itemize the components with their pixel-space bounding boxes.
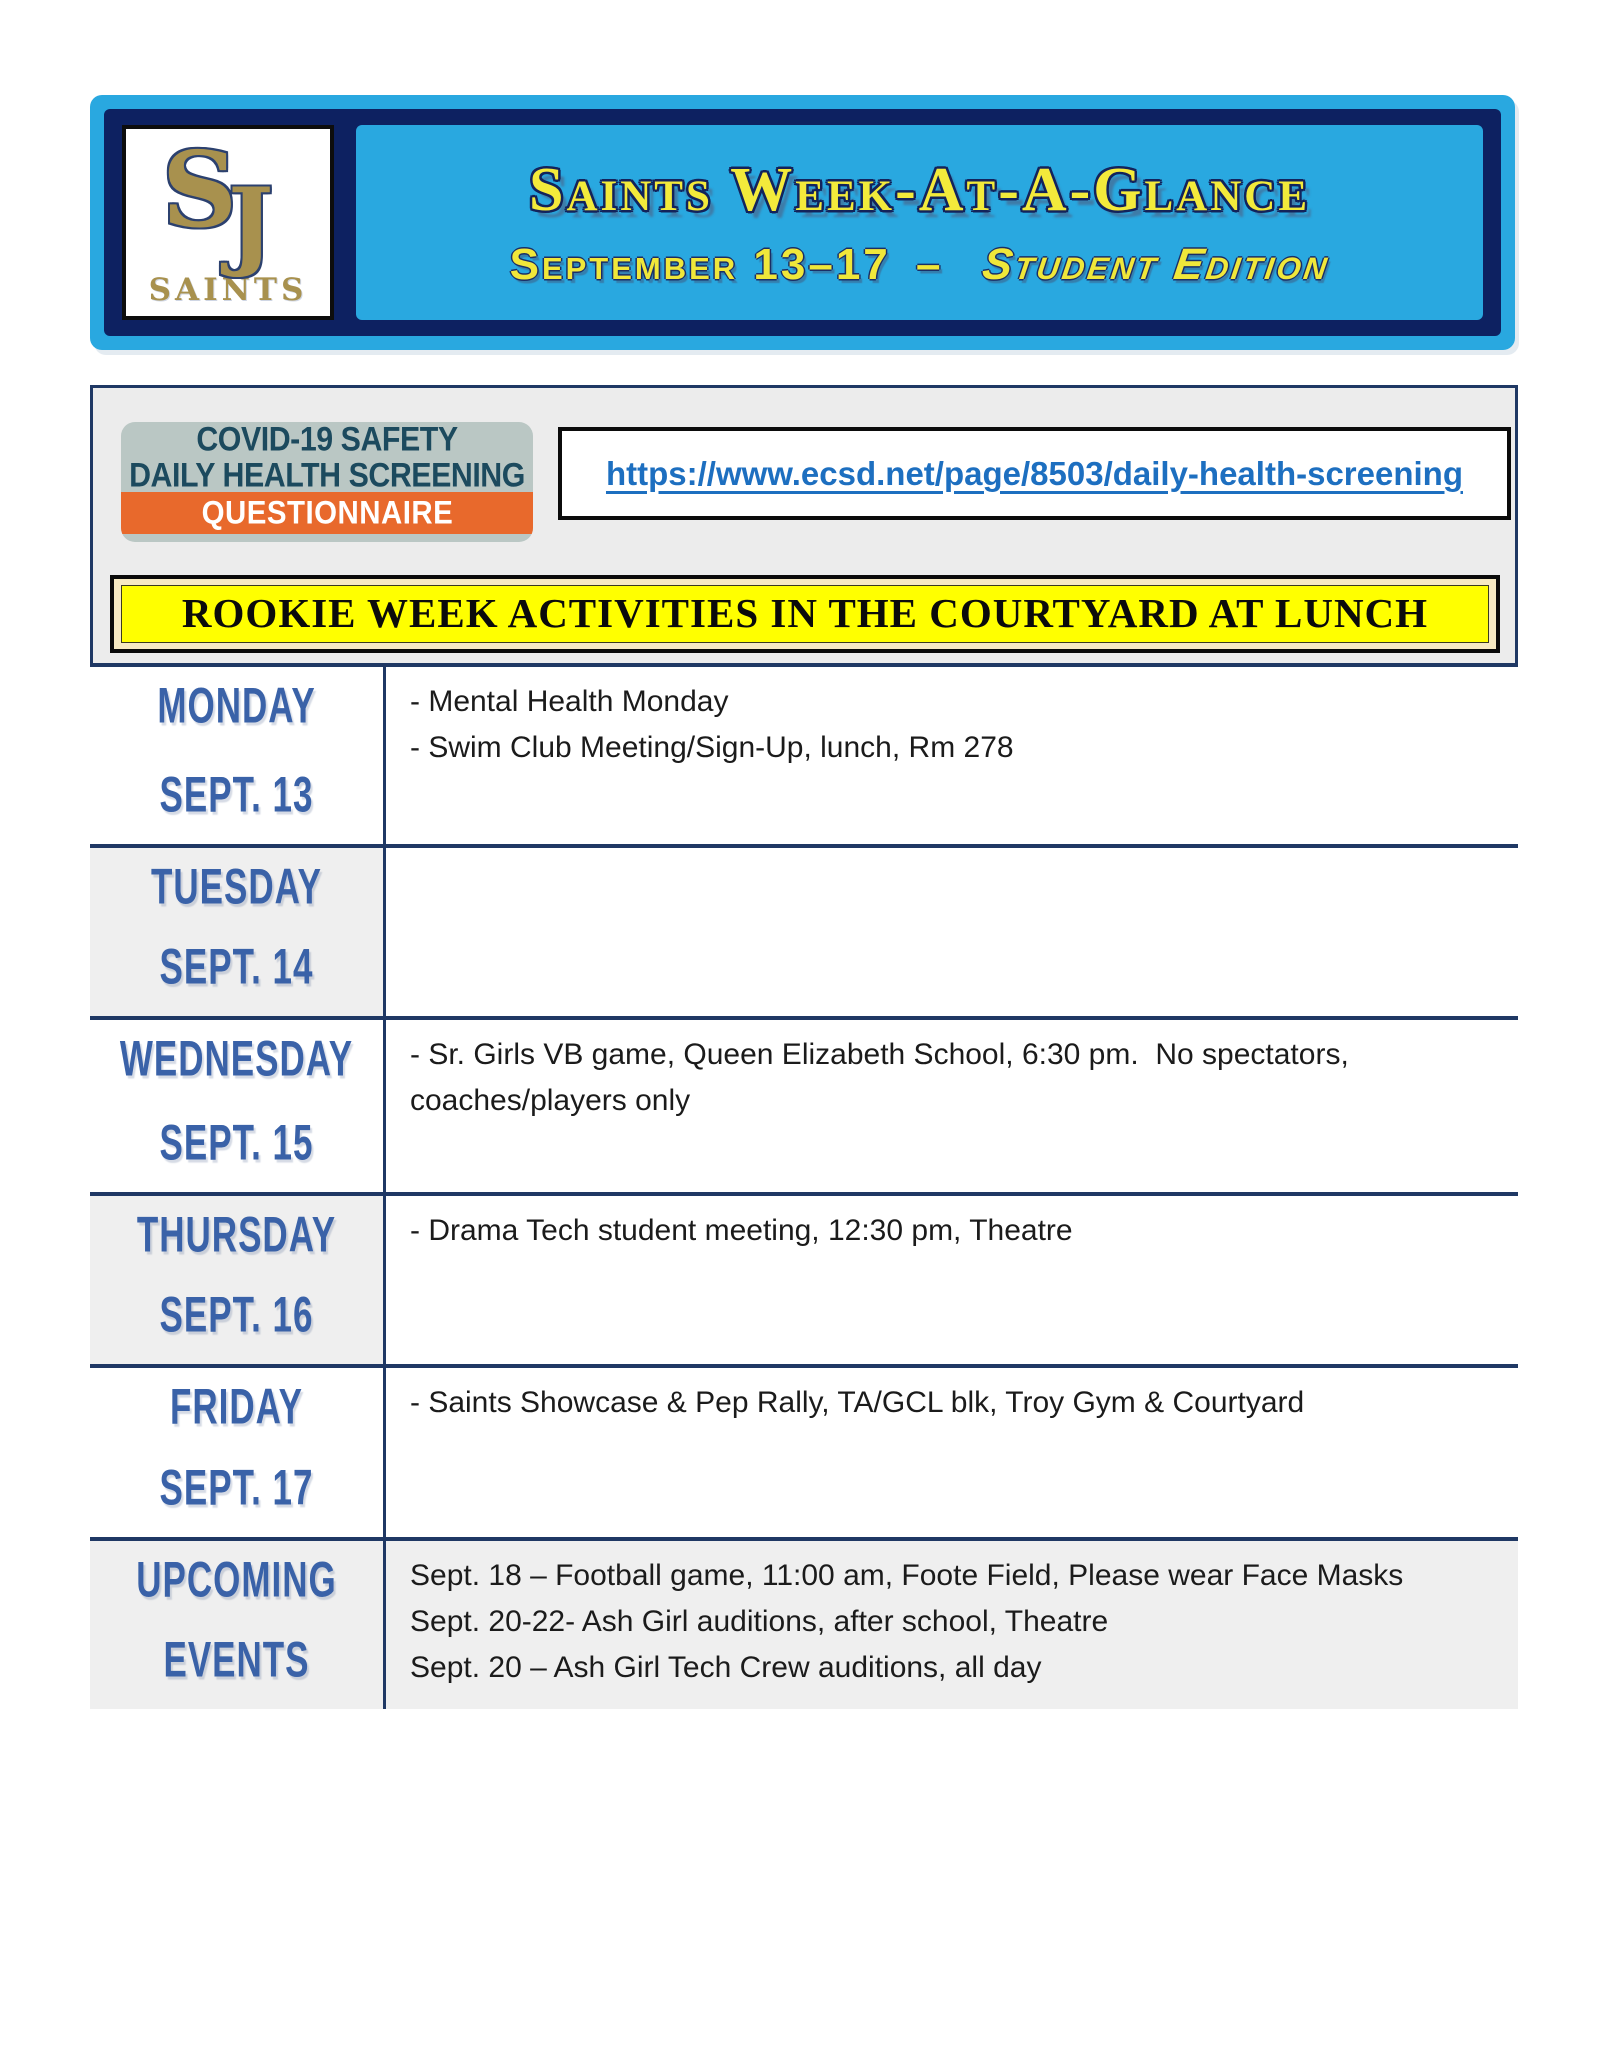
event-line: - Swim Club Meeting/Sign-Up, lunch, Rm 278: [410, 731, 1014, 764]
table-row-wednesday: [90, 1016, 1518, 1192]
covid-badge: [121, 422, 533, 542]
event-line: - Saints Showcase & Pep Rally, TA/GCL blk, Troy Gym & Courtyard: [410, 1386, 1305, 1419]
logo-letter-j: J: [228, 167, 274, 280]
table-row-friday: [90, 1364, 1518, 1537]
schedule-table: [90, 667, 1518, 1709]
rookie-week-banner-text: ROOKIE WEEK ACTIVITIES IN THE COURTYARD AT LUNCH: [181, 590, 1429, 636]
logo-saints-label: SAINTS: [148, 272, 308, 308]
day-cell: [90, 667, 386, 844]
day-name: MONDAY: [157, 678, 316, 734]
event-line: Sept. 20-22- Ash Girl auditions, after school, Theatre: [410, 1605, 1109, 1638]
table-row-monday: [90, 667, 1518, 844]
day-date: EVENTS: [163, 1632, 310, 1688]
day-cell: [90, 1541, 386, 1709]
covid-badge-line3: QUESTIONNAIRE: [201, 494, 453, 531]
day-date: SEPT. 15: [159, 1115, 314, 1171]
day-date: SEPT. 14: [159, 939, 314, 995]
day-name: FRIDAY: [169, 1379, 304, 1435]
sj-monogram-icon: [126, 128, 330, 280]
day-date: SEPT. 17: [159, 1460, 314, 1516]
school-logo: [122, 125, 334, 320]
rookie-week-banner-inner: [121, 585, 1489, 643]
subtitle-edition: Student Edition: [979, 240, 1333, 289]
events-cell: [386, 1368, 1518, 1537]
day-name: THURSDAY: [136, 1207, 337, 1263]
day-cell: [90, 1020, 386, 1192]
rookie-week-banner: [110, 575, 1500, 653]
day-cell: [90, 1196, 386, 1364]
header-banner: [90, 95, 1515, 350]
title-panel: [356, 125, 1483, 320]
events-cell: [386, 1196, 1518, 1364]
events-cell: [386, 1020, 1518, 1192]
table-row-thursday: [90, 1192, 1518, 1364]
event-line: - Drama Tech student meeting, 12:30 pm, Theatre: [410, 1214, 1073, 1247]
table-row-tuesday: [90, 844, 1518, 1016]
health-screening-link[interactable]: https://www.ecsd.net/page/8503/daily-health-screening: [605, 454, 1463, 492]
subtitle-separator: –: [916, 240, 944, 289]
covid-row: [93, 422, 1515, 542]
events-cell: [386, 1541, 1518, 1709]
events-cell: [386, 848, 1518, 1016]
table-row-upcoming-events: [90, 1537, 1518, 1709]
day-cell: [90, 848, 386, 1016]
covid-badge-line2: DAILY HEALTH SCREENING: [129, 454, 525, 494]
header-inner-frame: [104, 109, 1501, 336]
newsletter-title: Saints Week-At-A-Glance: [528, 156, 1311, 224]
event-line: - Sr. Girls VB game, Queen Elizabeth School, 6:30 pm. No spectators, coaches/players only: [410, 1038, 1358, 1117]
newsletter-subtitle: [509, 240, 1333, 290]
event-line: - Mental Health Monday: [410, 685, 729, 718]
day-name: UPCOMING: [136, 1552, 337, 1608]
covid-badge-text: [129, 422, 525, 494]
day-cell: [90, 1368, 386, 1537]
events-cell: [386, 667, 1518, 844]
covid-questionnaire-band: [121, 492, 533, 534]
day-date: SEPT. 16: [159, 1287, 314, 1343]
day-name: WEDNESDAY: [119, 1031, 354, 1087]
day-date: SEPT. 13: [159, 767, 314, 823]
covid-section: [90, 385, 1518, 667]
day-name: TUESDAY: [150, 859, 323, 915]
event-line: Sept. 18 – Football game, 11:00 am, Foote Field, Please wear Face Masks: [410, 1559, 1404, 1592]
link-box: [558, 427, 1511, 520]
subtitle-dates: September 13–17: [509, 240, 891, 289]
covid-badge-line1: COVID-19 SAFETY: [196, 422, 458, 459]
event-line: Sept. 20 – Ash Girl Tech Crew auditions, all day: [410, 1651, 1042, 1684]
logo-letter-s: S: [162, 128, 238, 251]
